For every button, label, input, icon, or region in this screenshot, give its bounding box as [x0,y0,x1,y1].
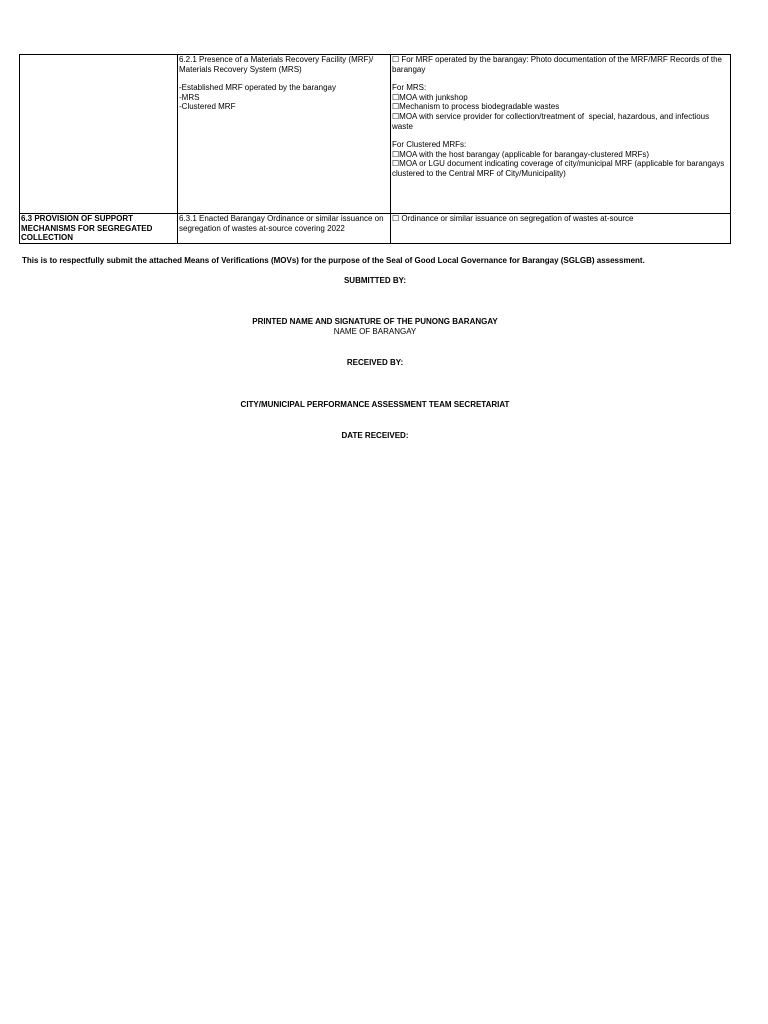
mrs-header: For MRS: [392,83,427,93]
indicator-cell [178,214,391,244]
mov-item: ☐Mechanism to process biodegradable wastes [392,102,560,112]
clustered-header: For Clustered MRFs: [392,140,467,150]
mov-table [19,54,731,244]
mov-item: ☐MOA with junkshop [392,92,468,102]
mov-item: ☐MOA with service provider for collection/treatment of special, hazardous, and infectious waste [392,111,712,131]
mov-item: ☐ Ordinance or similar issuance on segregation of wastes at-source [392,214,634,223]
indicator-title: 6.2.1 Presence of a Materials Recovery Facility (MRF)/ Materials Recovery System (MRS) [179,55,376,74]
secretariat-label: CITY/MUNICIPAL PERFORMANCE ASSESSMENT TEAM SECRETARIAT [240,400,510,409]
submitted-by-label: SUBMITTED BY: [343,276,407,285]
mov-item: ☐MOA with the host barangay (applicable for barangay-clustered MRFs) [392,149,650,159]
indicator-option: -MRS [179,92,200,102]
mov-item: ☐MOA or LGU document indicating coverage of city/municipal MRF (applicable for barangays clustered to the Central MRF of City/Municipality) [392,159,727,178]
mov-cell [391,214,731,244]
area-title: 6.3 PROVISION OF SUPPORT MECHANISMS FOR SEGREGATED COLLECTION [21,214,153,243]
signatory-label: PRINTED NAME AND SIGNATURE OF THE PUNONG BARANGAY [252,317,498,326]
mov-item-mrf-operated: ☐ For MRF operated by the barangay: Photo documentation of the MRF/MRF Records of the barangay [392,55,725,74]
barangay-label: NAME OF BARANGAY [333,327,417,336]
indicator-title: 6.3.1 Enacted Barangay Ordinance or similar issuance on segregation of wastes at-source covering 2022 [179,214,386,233]
mov-cell [391,55,731,214]
area-cell [20,214,178,244]
area-cell [20,55,178,214]
table-row [20,55,731,214]
indicator-option: -Clustered MRF [179,102,236,112]
date-received-label: DATE RECEIVED: [341,431,409,440]
table-row [20,214,731,244]
indicator-option: -Established MRF operated by the barangay [179,83,336,93]
indicator-cell [178,55,391,214]
received-by-label: RECEIVED BY: [346,358,404,367]
submission-statement: This is to respectfully submit the attached Means of Verifications (MOVs) for the purpose of the Seal of Good Local Governance for Barangay (SGLGB) assessment. [22,256,645,265]
